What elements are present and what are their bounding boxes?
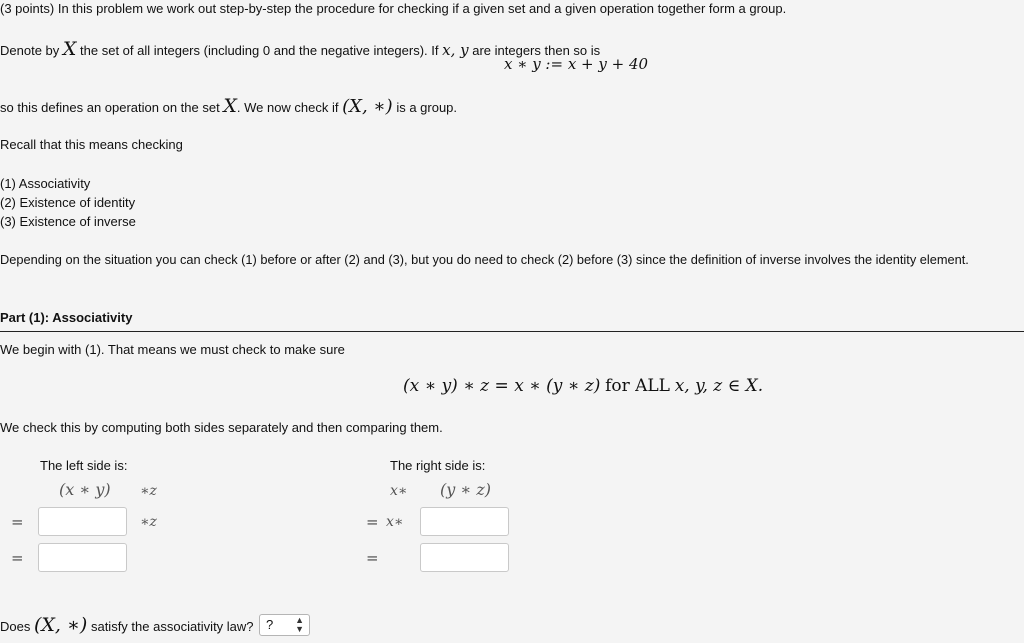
- vars-symbol: x, y: [442, 41, 469, 59]
- set-symbol: X: [62, 38, 77, 60]
- right-row2-prefix: x∗: [386, 514, 404, 530]
- right-expr-b: (y ∗ z): [440, 480, 491, 499]
- left-side-label: The left side is:: [40, 458, 128, 473]
- recall-item-1: (1) Associativity: [0, 176, 91, 191]
- associativity-question: Does (X, ∗) satisfy the associativity law?: [0, 614, 254, 636]
- order-note: Depending on the situation you can check (1) before or after (2) and (3), but you do need to check (2) before (3) since the definition of inverse involves the identity element.: [0, 252, 969, 267]
- left-answer-2[interactable]: [38, 543, 127, 572]
- section-divider: [0, 331, 1024, 332]
- left-equals-1: =: [11, 513, 24, 531]
- definition-line-2: so this defines an operation on the set X. We now check if (X, ∗) is a group.: [0, 95, 458, 117]
- right-answer-2[interactable]: [420, 543, 509, 572]
- operation-formula: x ∗ y := x + y + 40: [504, 55, 649, 73]
- points-label: (3 points): [0, 1, 55, 16]
- group-pair: (X, ∗): [342, 96, 393, 117]
- right-expr-a: x∗: [390, 483, 408, 499]
- left-expr-b: ∗z: [140, 483, 157, 499]
- part1-heading: Part (1): Associativity: [0, 310, 133, 325]
- left-row2-suffix: ∗z: [140, 514, 157, 530]
- right-equals-1: =: [366, 513, 379, 531]
- intro-line: [0, 1, 786, 16]
- select-arrows-icon: ▲ ▼: [295, 615, 304, 634]
- left-expr-a: (x ∗ y): [59, 480, 111, 499]
- right-side-label: The right side is:: [390, 458, 486, 473]
- intro-text: In this problem we work out step-by-step the procedure for checking if a given set and a given operation together form a group.: [57, 1, 787, 16]
- select-value: ?: [266, 617, 274, 632]
- recall-item-3: (3) Existence of inverse: [0, 214, 136, 229]
- associativity-answer-select[interactable]: [259, 614, 310, 636]
- definition-line: Denote by X the set of all integers (including 0 and the negative integers). If x, y are integers then so is: [0, 38, 601, 60]
- recall-item-2: (2) Existence of identity: [0, 195, 136, 210]
- left-equals-2: =: [11, 549, 24, 567]
- left-answer-1[interactable]: [38, 507, 127, 536]
- recall-text: Recall that this means checking: [0, 137, 183, 152]
- method-text: We check this by computing both sides separately and then comparing them.: [0, 420, 443, 435]
- part1-intro: We begin with (1). That means we must check to make sure: [0, 342, 345, 357]
- associativity-law: (x ∗ y) ∗ z = x ∗ (y ∗ z) for ALL x, y, z ∈ X.: [403, 376, 764, 396]
- right-answer-1[interactable]: [420, 507, 509, 536]
- right-equals-2: =: [366, 549, 379, 567]
